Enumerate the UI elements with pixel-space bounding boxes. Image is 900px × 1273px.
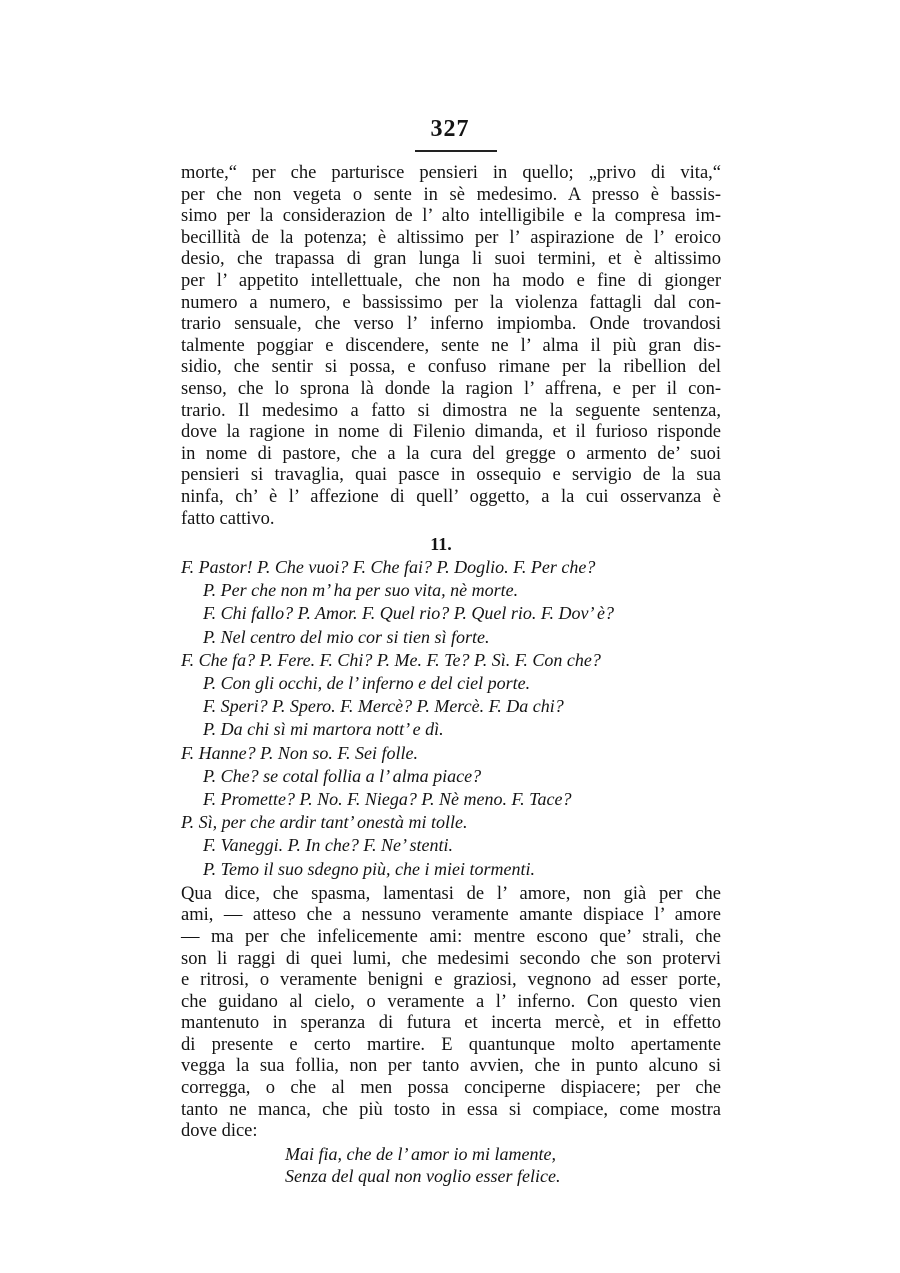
text-line: dove dice: <box>181 1121 258 1142</box>
text-line: morte,“ per che parturisce pensieri in quello; „privo di vita,“ <box>181 163 721 183</box>
text-line: corregga, o che al men possa conciperne dispiacere; per che <box>181 1078 721 1099</box>
text-line: son li raggi di quei lumi, che medesimi secondo che son protervi <box>181 948 721 969</box>
text-line: per l’ appetito intellettuale, che non ha modo e fine di gionger <box>181 270 721 291</box>
verse-line: P. Nel centro del mio cor si tien sì forte. <box>203 626 490 647</box>
verse-line: F. Speri? P. Spero. F. Mercè? P. Mercè. F. Da chi? <box>203 696 564 717</box>
dialogue-verses <box>181 556 721 881</box>
verse-line: F. Hanne? P. Non so. F. Sei folle. <box>181 742 419 763</box>
text-line: simo per la considerazion de l’ alto intelligibile e la compresa im- <box>181 206 721 227</box>
text-line: senso, che lo sprona là donde la ragion l’ affrena, e per il con- <box>181 378 721 399</box>
text-line: pensieri si travaglia, quai pasce in ossequio e servigio de la sua <box>181 465 721 486</box>
text-line: vegga la sua follia, non per tanto avvien, che in punto alcuno si <box>181 1056 721 1077</box>
verse-line: P. Sì, per che ardir tant’ onestà mi tolle. <box>181 812 468 833</box>
verse-line: F. Vaneggi. P. In che? F. Ne’ stenti. <box>203 835 453 856</box>
text-line: tanto ne manca, che più tosto in essa si compiace, come mostra <box>181 1099 721 1120</box>
text-line: ami, — atteso che a nessuno veramente amante dispiace l’ amore <box>181 905 721 926</box>
text-line: desio, che trapassa di gran lunga li suoi termini, et è altissimo <box>181 249 721 270</box>
text-line: per che non vegeta o sente in sè medesimo. A presso è bassis- <box>181 184 721 205</box>
verse-line: F. Chi fallo? P. Amor. F. Quel rio? P. Quel rio. F. Dov’ è? <box>203 603 615 624</box>
verse-line: P. Temo il suo sdegno più, che i miei tormenti. <box>203 858 535 879</box>
verse-line: P. Che? se cotal follia a l’ alma piace? <box>203 765 482 786</box>
sonnet-number: 11. <box>430 534 452 555</box>
text-line: becillità de la potenza; è altissimo per l’ aspirazione de l’ eroico <box>181 227 721 248</box>
text-line: sidio, che sentir si possa, e confuso rimane per la ribellion del <box>181 357 721 378</box>
text-line: di presente e certo martire. E quantunque molto apertamente <box>181 1034 721 1055</box>
text-line: dove la ragione in nome di Filenio dimanda, et il furioso risponde <box>181 422 721 443</box>
text-line: che guidano al cielo, o veramente a l’ inferno. Con questo vien <box>181 991 721 1012</box>
verse-line: P. Per che non m’ ha per suo vita, nè morte. <box>203 580 519 601</box>
text-body <box>181 163 721 1187</box>
text-line: ninfa, ch’ è l’ affezione di quell’ oggetto, a la cui osservanza è <box>181 486 721 507</box>
text-line: in nome di pastore, che a la cura del gregge o armento de’ suoi <box>181 443 721 464</box>
verse-line: F. Pastor! P. Che vuoi? F. Che fai? P. Doglio. F. Per che? <box>181 557 596 578</box>
text-line: fatto cattivo. <box>181 508 275 529</box>
verse-line: F. Promette? P. No. F. Niega? P. Nè meno. F. Tace? <box>203 788 572 809</box>
prose-paragraph-1 <box>181 163 721 530</box>
quote-line: Senza del qual non voglio esser felice. <box>285 1165 561 1186</box>
header-rule <box>415 150 497 152</box>
text-line: talmente poggiar e discendere, sente ne l’ alma il più gran dis- <box>181 335 721 356</box>
text-line: trario. Il medesimo a fatto si dimostra ne la seguente sentenza, <box>181 400 721 421</box>
verse-line: P. Con gli occhi, de l’ inferno e del ciel porte. <box>203 673 531 694</box>
page-number: 327 <box>430 116 470 142</box>
quoted-verses <box>181 1143 721 1187</box>
text-line: mantenuto in speranza di futura et incerta mercè, et in effetto <box>181 1013 721 1034</box>
prose-paragraph-2 <box>181 884 721 1143</box>
text-line: trario sensuale, che verso l’ inferno impiomba. Onde trovandosi <box>181 314 721 335</box>
text-line: Qua dice, che spasma, lamentasi de l’ amore, non già per che <box>181 883 721 904</box>
text-line: numero a numero, e bassissimo per la violenza fattagli dal con- <box>181 292 721 313</box>
text-line: e ritrosi, o veramente benigni e graziosi, vegnono ad esser porte, <box>181 970 721 991</box>
verse-line: P. Da chi sì mi martora nott’ e dì. <box>203 719 444 740</box>
quote-line: Mai fia, che de l’ amor io mi lamente, <box>285 1143 556 1164</box>
text-line: — ma per che infelicemente ami: mentre escono que’ strali, che <box>181 926 721 947</box>
verse-line: F. Che fa? P. Fere. F. Chi? P. Me. F. Te? P. Sì. F. Con che? <box>181 649 601 670</box>
